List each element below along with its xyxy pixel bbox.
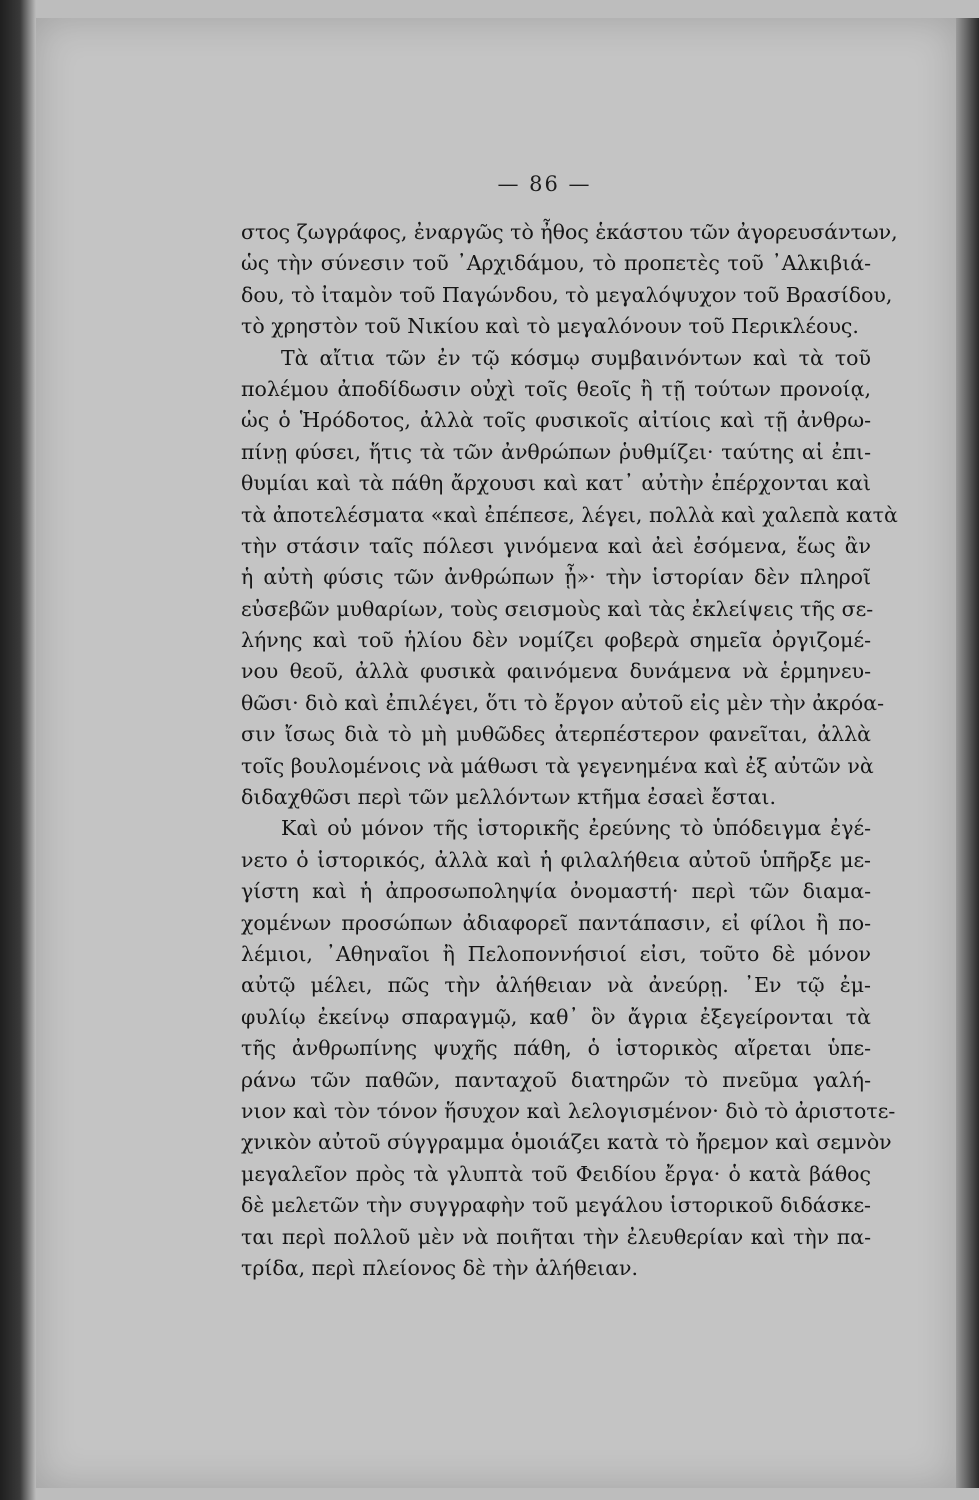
text-line: τρίδα, περὶ πλείονος δὲ τὴν ἀλήθειαν.	[241, 1255, 639, 1280]
text-line: λέμιοι, ᾿Αθηναῖοι ἢ Πελοποννήσιοί εἰσι, τοῦτο δὲ μόνον	[241, 941, 871, 966]
text-line: νιον καὶ τὸν τόνον ἥσυχον καὶ λελογισμένον· διὸ τὸ ἀριστοτε-	[241, 1098, 896, 1123]
text-line: γίστη καὶ ἡ ἀπροσωποληψία ὀνομαστή· περὶ τῶν διαμα-	[241, 879, 871, 904]
text-line: ται περὶ πολλοῦ μὲν νὰ ποιῆται τὴν ἐλευθερίαν καὶ τὴν πα-	[241, 1224, 871, 1249]
text-line: ὡς ὁ Ἡρόδοτος, ἀλλὰ τοῖς φυσικοῖς αἰτίοις καὶ τῇ ἀνθρω-	[241, 408, 871, 433]
body-text	[241, 217, 898, 1284]
text-line: χνικὸν αὐτοῦ σύγγραμμα ὁμοιάζει κατὰ τὸ ἤρεμον καὶ σεμνὸν	[241, 1130, 892, 1155]
text-line: διδαχθῶσι περὶ τῶν μελλόντων κτῆμα ἐσαεὶ ἔσται.	[241, 785, 776, 810]
text-line: τῆς ἀνθρωπίνης ψυχῆς πάθη, ὁ ἱστορικὸς αἴρεται ὑπε-	[241, 1036, 871, 1061]
text-line: δου, τὸ ἰταμὸν τοῦ Παγώνδου, τὸ μεγαλόψυχον τοῦ Βρασίδου,	[241, 282, 893, 307]
text-line: ράνω τῶν παθῶν, πανταχοῦ διατηρῶν τὸ πνεῦμα γαλή-	[241, 1067, 871, 1092]
text-line: πίνῃ φύσει, ἥτις τὰ τῶν ἀνθρώπων ῥυθμίζει· ταύτης αἱ ἐπι-	[241, 439, 871, 464]
text-line: στος ζωγράφος, ἐναργῶς τὸ ἦθος ἑκάστου τῶν ἀγορευσάντων,	[241, 220, 898, 244]
text-line: θυμίαι καὶ τὰ πάθη ἄρχουσι καὶ κατ᾿ αὐτὴν ἐπέρχονται καὶ	[241, 471, 871, 496]
text-line: θῶσι· διὸ καὶ ἐπιλέγει, ὅτι τὸ ἔργον αὐτοῦ εἰς μὲν τὴν ἀκρόα-	[241, 690, 885, 715]
text-line: πολέμου ἀποδίδωσιν οὐχὶ τοῖς θεοῖς ἢ τῇ τούτων προνοίᾳ,	[241, 376, 871, 401]
text-line: νετο ὁ ἱστορικός, ἀλλὰ καὶ ἡ φιλαλήθεια αὐτοῦ ὑπῆρξε με-	[241, 847, 871, 872]
text-line: φυλίῳ ἐκείνῳ σπαραγμῷ, καθ᾿ ὃν ἄγρια ἐξεγείρονται τὰ	[241, 1004, 871, 1029]
text-line: ἡ αὐτὴ φύσις τῶν ἀνθρώπων ᾖ»· τὴν ἱστορίαν δὲν πληροῖ	[241, 565, 871, 590]
text-line: εὐσεβῶν μυθαρίων, τοὺς σεισμοὺς καὶ τὰς ἐκλείψεις τῆς σε-	[241, 596, 874, 621]
text-line: ὡς τὴν σύνεσιν τοῦ ᾿Αρχιδάμου, τὸ προπετὲς τοῦ ᾿Αλκιβιά-	[241, 251, 871, 276]
text-line: τὰ ἀποτελέσματα «καὶ ἐπέπεσε, λέγει, πολλὰ καὶ χαλεπὰ κατὰ	[241, 502, 898, 527]
page-number: — 86 —	[497, 172, 592, 196]
text-line: νου θεοῦ, ἀλλὰ φυσικὰ φαινόμενα δυνάμενα νὰ ἑρμηνευ-	[241, 659, 871, 684]
text-line: σιν ἴσως διὰ τὸ μὴ μυθῶδες ἀτερπέστερον φανεῖται, ἀλλὰ	[241, 722, 871, 747]
text-line: Καὶ οὐ μόνον τῆς ἱστορικῆς ἐρεύνης τὸ ὑπόδειγμα ἐγέ-	[281, 816, 871, 841]
text-line: τὴν στάσιν ταῖς πόλεσι γινόμενα καὶ ἀεὶ ἐσόμενα, ἕως ἂν	[241, 533, 871, 558]
text-line: Τὰ αἴτια τῶν ἐν τῷ κόσμῳ συμβαινόντων καὶ τὰ τοῦ	[281, 345, 871, 370]
text-line: τὸ χρηστὸν τοῦ Νικίου καὶ τὸ μεγαλόνουν τοῦ Περικλέους.	[241, 314, 859, 339]
text-line: αὐτῷ μέλει, πῶς τὴν ἀλήθειαν νὰ ἀνεύρῃ. ᾿Εν τῷ ἐμ-	[241, 973, 871, 998]
page-edge-shadow	[956, 18, 979, 1488]
text-line: τοῖς βουλομένοις νὰ μάθωσι τὰ γεγενημένα καὶ ἐξ αὐτῶν νὰ	[241, 753, 874, 778]
text-line: λήνης καὶ τοῦ ἡλίου δὲν νομίζει φοβερὰ σημεῖα ὀργιζομέ-	[241, 628, 871, 653]
text-line: μεγαλεῖον πρὸς τὰ γλυπτὰ τοῦ Φειδίου ἔργα· ὁ κατὰ βάθος	[241, 1161, 871, 1186]
text-line: δὲ μελετῶν τὴν συγγραφὴν τοῦ μεγάλου ἱστορικοῦ διδάσκε-	[241, 1193, 871, 1218]
text-line: χομένων προσώπων ἀδιαφορεῖ παντάπασιν, εἰ φίλοι ἢ πο-	[241, 910, 871, 935]
